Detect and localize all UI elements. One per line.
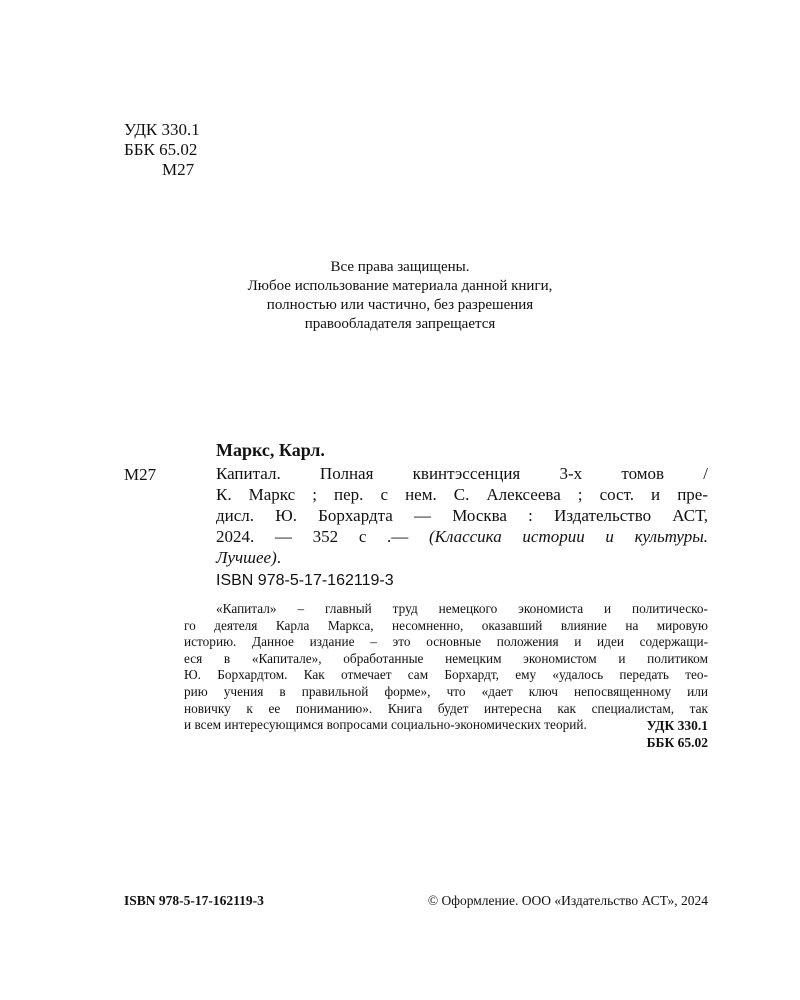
publication-year-pages: 2024. — 352 с .— xyxy=(216,527,430,546)
abstract-line: го деятеля Карла Маркса, несомненно, оказавший влияние на мировую xyxy=(184,617,708,633)
abstract-line: еся в «Капитале», обработанные немецким экономистом и политиком xyxy=(184,650,708,666)
biblio-line: дисл. Ю. Борхардта — Москва : Издательство АСТ, xyxy=(216,506,708,525)
rights-notice xyxy=(200,258,600,334)
bbk-code: ББК 65.02 xyxy=(646,735,708,750)
series-title: (Классика истории и культуры. xyxy=(429,527,709,546)
abstract-line: историю. Данное издание – это основные положения и идеи содержащи- xyxy=(184,634,708,650)
biblio-line: К. Маркс ; пер. с нем. С. Алексеева ; сост. и пре- xyxy=(216,485,708,504)
abstract-line: Ю. Борхардтом. Как отмечает сам Борхардт, ему «удалось передать тео- xyxy=(184,667,708,683)
isbn-main: ISBN 978-5-17-162119-3 xyxy=(216,572,394,589)
abstract xyxy=(184,601,708,734)
udk-code: УДК 330.1 xyxy=(124,120,200,139)
series-subtitle: Лучшее) xyxy=(216,548,277,567)
classification-codes xyxy=(124,120,200,180)
udk-code: УДК 330.1 xyxy=(646,718,708,733)
catalog-author-mark: М27 xyxy=(124,465,157,484)
abstract-line: и всем интересующимся вопросами социально-экономических теорий. xyxy=(184,717,587,733)
rights-line: Любое использование материала данной книги, xyxy=(247,278,553,294)
bibliographic-description xyxy=(216,463,708,568)
biblio-line: Капитал. Полная квинтэссенция 3-х томов / xyxy=(216,464,708,483)
rights-line: полностью или частично, без разрешения xyxy=(266,297,534,313)
author-heading: Маркс, Карл. xyxy=(216,440,325,460)
abstract-line: рию учения в правильной форме», что «дает ключ непосвященному или xyxy=(184,683,708,699)
bbk-code: ББК 65.02 xyxy=(124,140,198,159)
biblio-line-series-end xyxy=(216,547,708,568)
footer-isbn: ISBN 978-5-17-162119-3 xyxy=(124,893,264,908)
rights-line: правообладателя запрещается xyxy=(304,316,496,332)
rights-line: Все права защищены. xyxy=(330,259,470,275)
classification-codes-bottom xyxy=(647,717,708,751)
biblio-line-series xyxy=(216,526,708,547)
abstract-line: новичку к ее пониманию». Книга будет интересна как специалистам, так xyxy=(184,700,708,716)
abstract-line: «Капитал» – главный труд немецкого экономиста и политическо- xyxy=(216,601,708,616)
series-end: . xyxy=(276,548,282,567)
author-mark: М27 xyxy=(162,160,195,179)
copyright-notice: © Оформление. ООО «Издательство АСТ», 2024 xyxy=(427,893,708,908)
